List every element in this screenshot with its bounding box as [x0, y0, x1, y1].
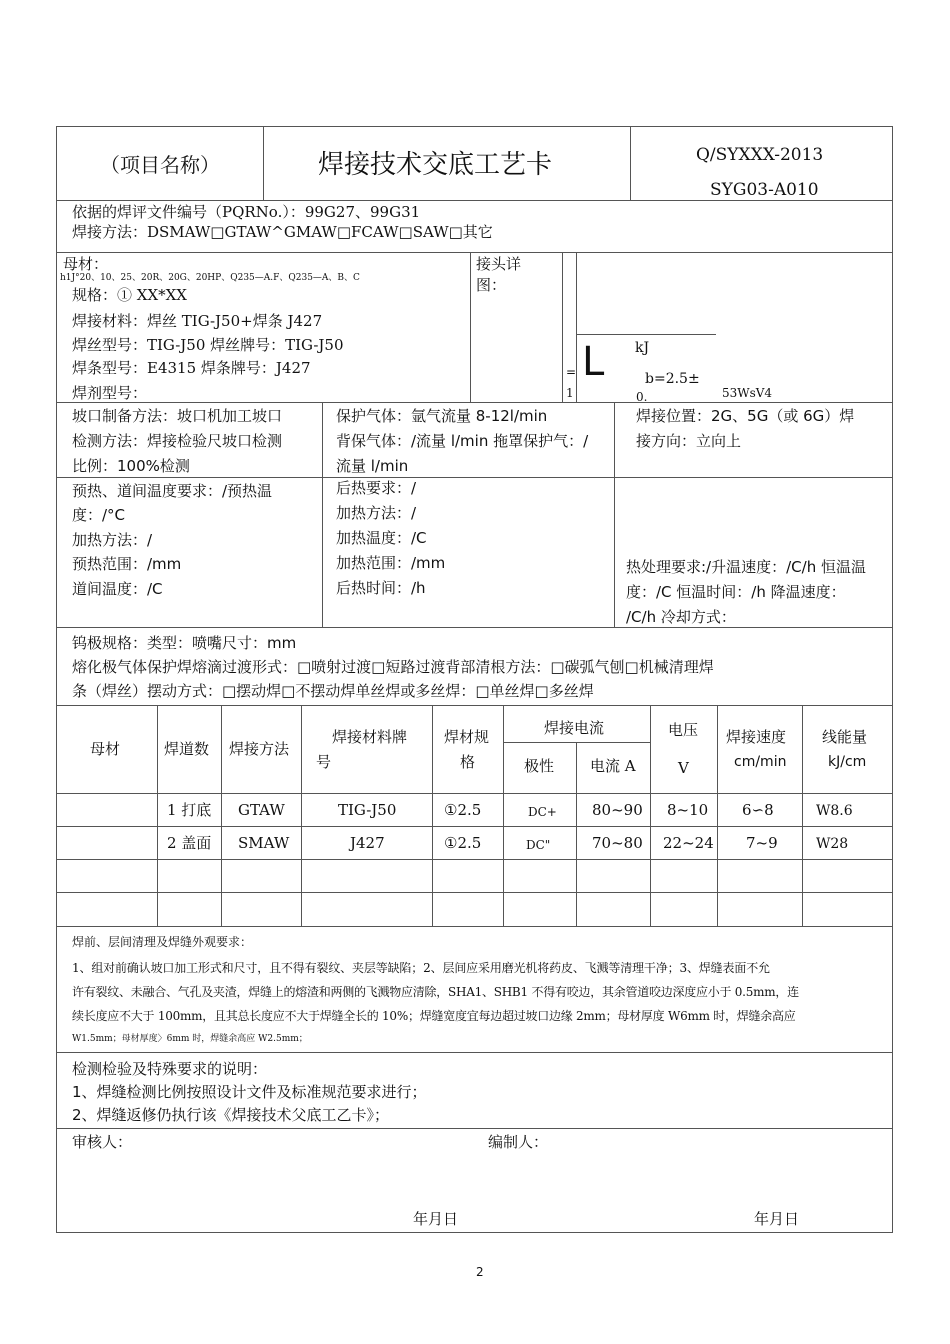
- cell-volt: 8~10: [667, 801, 709, 819]
- wire-text: 焊丝型号：TIG-J50 焊丝牌号：TIG-J50: [72, 336, 344, 354]
- cell-material: J427: [350, 834, 385, 852]
- cell-energy: W28: [816, 836, 849, 852]
- divider: [56, 892, 893, 893]
- flux-text: 焊剂型号：: [72, 384, 148, 402]
- sketch-equals: =: [566, 365, 577, 379]
- divider: [56, 1128, 893, 1129]
- divider: [263, 126, 264, 200]
- cell-amp: 80~90: [592, 801, 643, 819]
- tungsten-spec: 钨极规格：类型：喷嘴尺寸：mm: [72, 634, 297, 652]
- cell-volt: 22~24: [663, 834, 714, 852]
- sketch-tolerance: 0.: [636, 390, 648, 404]
- joint-label: 接头详: [476, 255, 522, 273]
- sketch-kj: kJ: [635, 340, 650, 356]
- interpass-temp: 道间温度：/C: [72, 580, 163, 598]
- divider: [56, 859, 893, 860]
- cell-material: TIG-J50: [338, 801, 397, 819]
- cleaning-title: 焊前、层间清理及焊缝外观要求：: [72, 935, 253, 949]
- cleaning-line: 续长度应不大于 100mm，且其总长度应不大于焊缝全长的 10%；焊缝宽度宜每边超过坡口边缘 2mm；母材厚度 W6mm 时，焊缝余高应: [72, 1009, 796, 1023]
- col-header-spec-2: 格: [460, 753, 476, 771]
- col-header-polarity: 极性: [524, 757, 555, 775]
- rod-text: 焊条型号：E4315 焊条牌号：J427: [72, 359, 311, 377]
- sketch-l-shape: L: [582, 339, 605, 385]
- divider: [56, 926, 893, 927]
- review-date: 年月日: [413, 1210, 459, 1228]
- author-label: 编制人：: [488, 1133, 549, 1151]
- col-header-energy: 线能量: [822, 728, 868, 746]
- pqr-basis: 依据的焊评文件编号（PQRNo.）：99G27、99G31: [72, 203, 421, 221]
- reviewer-label: 审核人：: [72, 1133, 133, 1151]
- heat-treat-hold: 度：/C 恒温时间：/h 降温速度：: [626, 583, 846, 601]
- divider: [322, 402, 323, 627]
- col-header-current: 焊接电流: [544, 719, 605, 737]
- table-border-left: [56, 126, 57, 1232]
- weld-method: 焊接方法：DSMAW□GTAW^GMAW□FCAW□SAW□其它: [72, 223, 493, 241]
- weld-position: 焊接位置：2G、5G（或 6G）焊: [636, 407, 855, 425]
- divider: [56, 705, 893, 706]
- page-number: 2: [476, 1265, 484, 1279]
- col-header-base: 母材: [90, 740, 121, 758]
- preheat-method: 加热方法：/: [72, 531, 153, 549]
- cell-polarity: DC": [526, 838, 551, 852]
- cleaning-line: 许有裂纹、未融合、气孔及夹渣，焊缝上的熔渣和两侧的飞溅物应清除，SHA1、SHB1 不得有咬边，其余管道咬边深度应小于 0.5mm，连: [72, 985, 799, 999]
- divider: [503, 742, 650, 743]
- preheat-req: 预热、道间温度要求：/预热温: [72, 482, 273, 500]
- col-header-spec: 焊材规: [444, 728, 490, 746]
- divider: [56, 402, 893, 403]
- cell-speed: 7~9: [746, 834, 778, 852]
- table-border-bottom: [56, 1232, 893, 1233]
- divider: [576, 742, 577, 926]
- sketch-one: 1: [566, 386, 574, 400]
- col-header-speed: 焊接速度: [726, 728, 787, 746]
- postheat-req: 后热要求：/: [336, 479, 417, 497]
- project-name: （项目名称）: [100, 153, 220, 177]
- form-code: SYG03-A010: [710, 180, 819, 200]
- weld-material-text: 焊接材料：焊丝 TIG-J50+焊条 J427: [72, 312, 323, 330]
- col-header-volt-2: V: [678, 759, 689, 777]
- back-gas: 背保气体：/流量 l/min 拖罩保护气：/: [336, 432, 589, 450]
- preheat-range: 预热范围：/mm: [72, 555, 182, 573]
- transfer-mode: 熔化极气体保护焊熔滴过渡形式：□喷射过渡□短路过渡背部清根方法：□碳弧气刨□机械清理焊: [72, 658, 714, 676]
- table-border-top: [56, 126, 893, 127]
- divider: [56, 793, 893, 794]
- col-header-speed-2: cm/min: [734, 754, 787, 770]
- cell-spec: ①2.5: [444, 834, 482, 852]
- postheat-time: 后热时间：/h: [336, 579, 426, 597]
- base-material-list: h1J°20、10、25、20R、20G、20HP、Q235—A.F、Q235—A、B、C: [60, 273, 360, 283]
- sketch-gap: b=2.5±: [645, 371, 700, 387]
- spec-text: 规格：① XX*XX: [72, 286, 187, 304]
- divider: [630, 126, 631, 200]
- table-border-right: [892, 126, 893, 1232]
- cell-method: GTAW: [238, 801, 285, 819]
- inspection-line: 2、焊缝返修仍执行该《焊接技术父底工乙卡》；: [72, 1106, 390, 1124]
- weld-direction: 接方向：立向上: [636, 432, 742, 450]
- col-header-material-2: 号: [316, 753, 332, 771]
- postheat-method: 加热方法：/: [336, 504, 417, 522]
- divider: [614, 402, 615, 627]
- divider: [56, 627, 893, 628]
- col-header-pass: 焊道数: [164, 740, 210, 758]
- gas-flow: 流量 l/min: [336, 457, 409, 475]
- sketch-line: [576, 334, 716, 335]
- cleaning-line: 1、组对前确认坡口加工形式和尺寸，且不得有裂纹、夹层等缺陷；2、层间应采用磨光机将药皮、飞溅等清理干净；3、焊缝表面不允: [72, 961, 770, 975]
- divider: [562, 252, 563, 402]
- inspection-line: 1、焊缝检测比例按照设计文件及标准规范要求进行；: [72, 1083, 427, 1101]
- cell-spec: ①2.5: [444, 801, 482, 819]
- shield-gas: 保护气体：氩气流量 8-12l/min: [336, 407, 548, 425]
- col-header-volt: 电压: [668, 721, 699, 739]
- cell-polarity: DC+: [528, 805, 557, 819]
- groove-prep: 坡口制备方法：坡口机加工坡口: [72, 407, 283, 425]
- author-date: 年月日: [754, 1210, 800, 1228]
- divider: [576, 252, 577, 402]
- divider: [470, 252, 471, 402]
- postheat-range: 加热范围：/mm: [336, 554, 446, 572]
- groove-ratio: 比例：100%检测: [72, 457, 190, 475]
- divider: [56, 252, 893, 253]
- divider: [56, 1052, 893, 1053]
- postheat-temp: 加热温度：/C: [336, 529, 427, 547]
- divider: [56, 200, 893, 201]
- inspection-title: 检测检验及特殊要求的说明：: [72, 1060, 268, 1078]
- cell-method: SMAW: [238, 834, 290, 852]
- cell-pass: 1 打底: [167, 801, 212, 819]
- heat-treat-cool: /C/h 冷却方式：: [626, 608, 736, 626]
- cell-energy: W8.6: [816, 803, 853, 819]
- divider: [56, 477, 893, 478]
- preheat-temp: 度：/°C: [72, 506, 126, 524]
- col-header-material: 焊接材料牌: [332, 728, 408, 746]
- col-header-method: 焊接方法: [229, 740, 290, 758]
- weave-mode: 条（焊丝）摆动方式：□摆动焊□不摆动焊单丝焊或多丝焊：□单丝焊□多丝焊: [72, 682, 594, 700]
- cell-amp: 70~80: [592, 834, 643, 852]
- divider: [56, 826, 893, 827]
- page-title: 焊接技术交底工艺卡: [318, 150, 553, 180]
- col-header-amp: 电流 A: [590, 757, 636, 775]
- base-material-label: 母材：: [63, 255, 109, 273]
- sketch-code: 53WsV4: [722, 386, 773, 400]
- groove-check: 检测方法：焊接检验尺坡口检测: [72, 432, 283, 450]
- standard-code: Q/SYXXX-2013: [696, 145, 824, 165]
- col-header-energy-2: kJ/cm: [828, 754, 867, 770]
- cleaning-line: W1.5mm；母材厚度〉6mm 时，焊缝余高应 W2.5mm；: [72, 1034, 308, 1044]
- joint-label-2: 图：: [476, 276, 507, 294]
- cell-pass: 2 盖面: [167, 834, 212, 852]
- heat-treat-req: 热处理要求:/升温速度：/C/h 恒温温: [626, 558, 866, 576]
- cell-speed: 6∽8: [742, 801, 774, 819]
